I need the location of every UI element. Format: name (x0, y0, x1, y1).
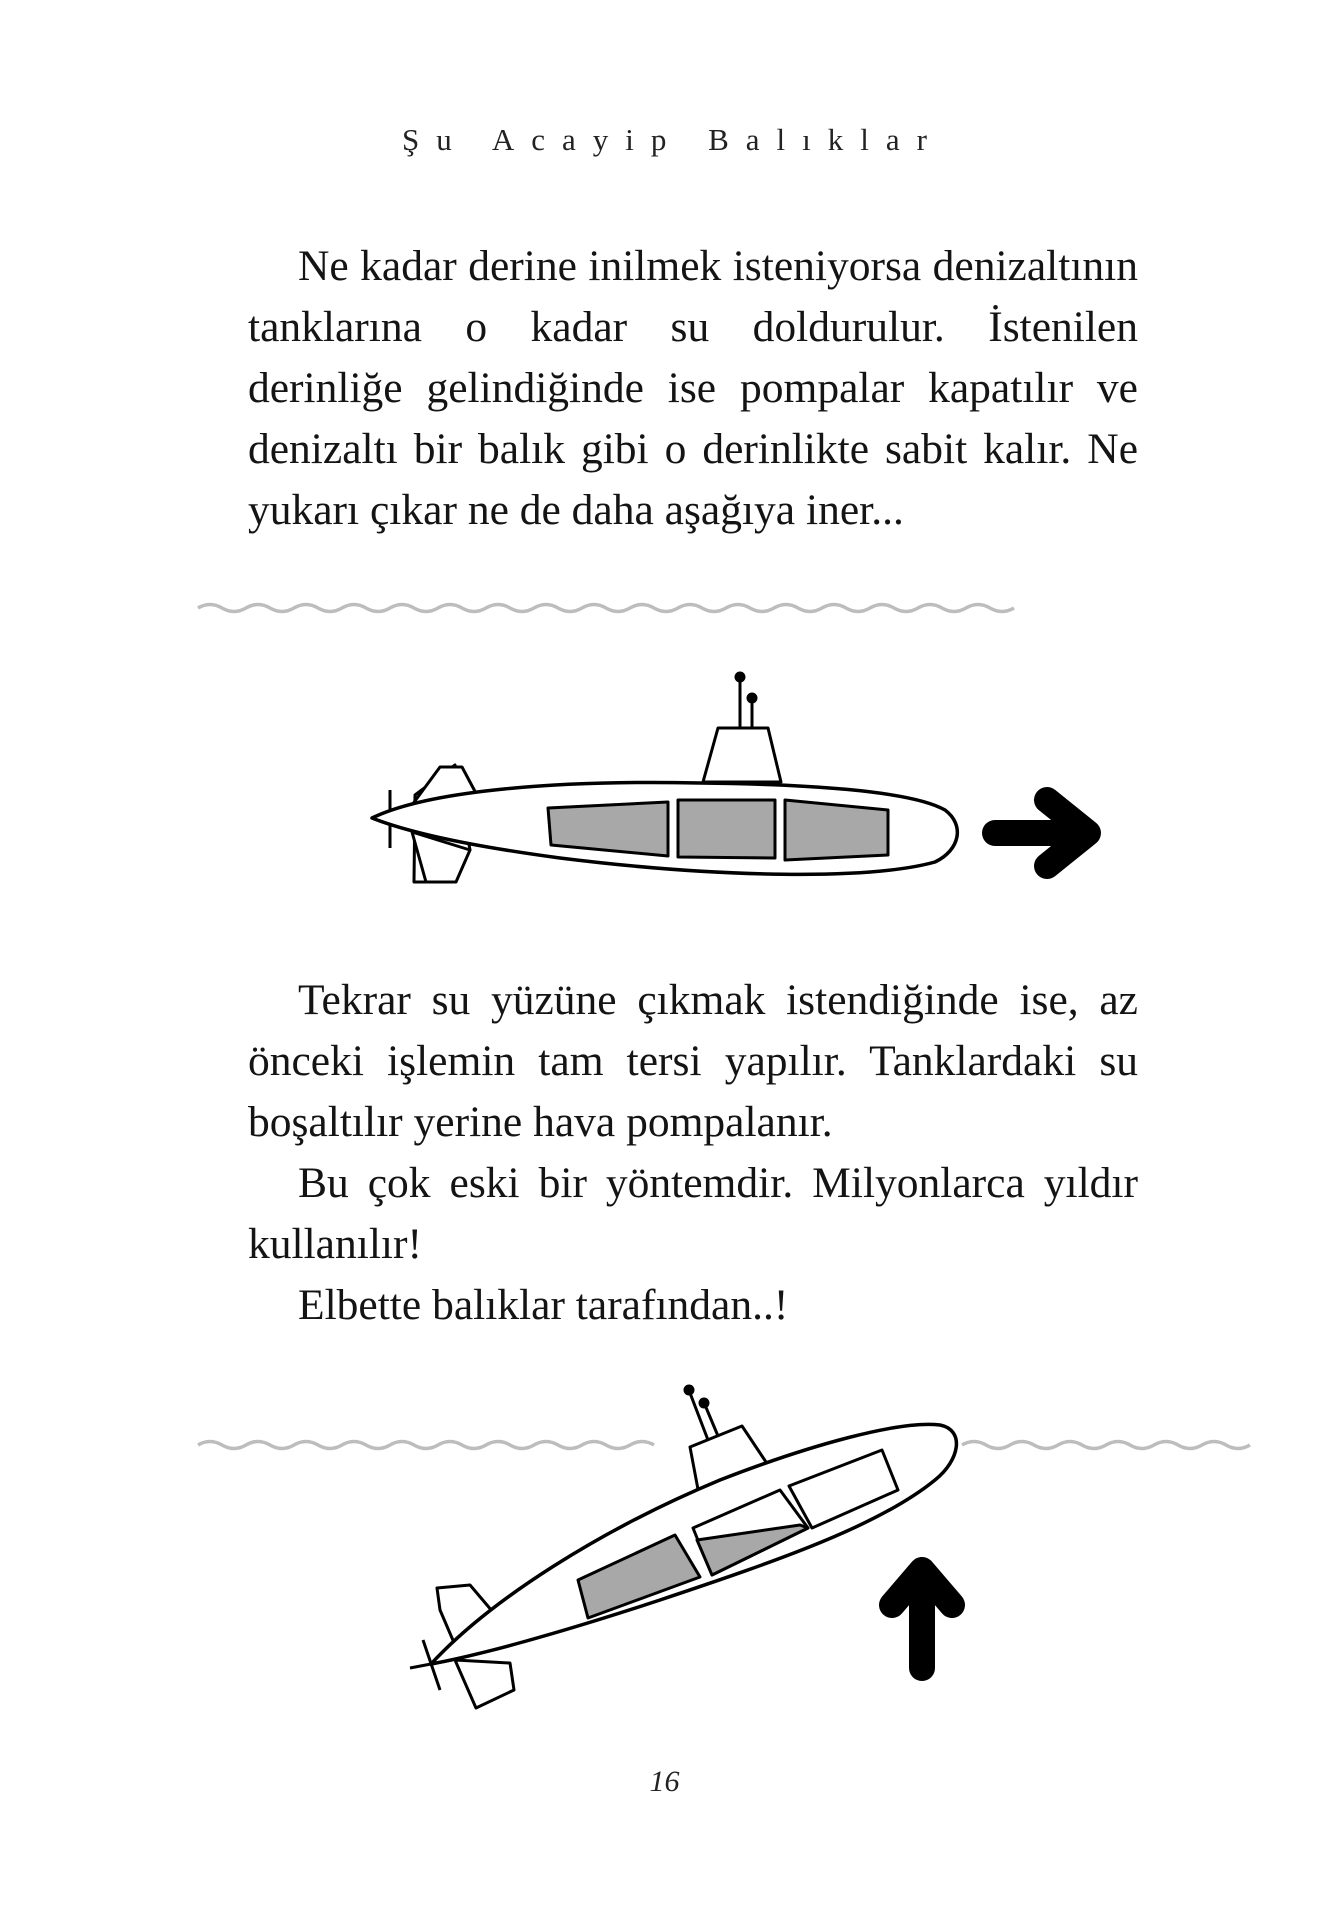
tank (678, 800, 775, 858)
arrow-right-icon (995, 800, 1088, 866)
arrow-up-icon (892, 1570, 952, 1668)
paragraph: Bu çok eski bir yöntemdir. Milyonlarca yıldır kullanılır! (248, 1159, 1138, 1268)
tank (785, 800, 888, 860)
page-number: 16 (649, 1765, 680, 1798)
tank (548, 802, 668, 856)
submarine-icon (410, 1386, 956, 1708)
paragraph: Elbette balıklar tarafından..! (298, 1281, 789, 1329)
submarine-icon (372, 673, 957, 882)
submarine-surfacing-illustration (0, 1380, 1329, 1710)
paragraph: Ne kadar derine inilmek isteniyorsa denizaltının tanklarına o kadar su doldurulur. İstenilen derinliğe gelindiğinde ise pompalar kapatılır ve denizaltı bir balık gibi o derinlikte sabit kalır. Ne yukarı çıkar ne de daha aşağıya iner... (248, 242, 1138, 534)
water-surface-wave (198, 1442, 654, 1449)
water-surface-wave (962, 1442, 1250, 1449)
paragraph: Tekrar su yüzüne çıkmak istendiğinde ise, az önceki işlemin tam tersi yapılır. Tanklardaki su boşaltılır yerine hava pompalanır. (248, 976, 1138, 1146)
running-head: Şu Acayip Balıklar (402, 122, 944, 157)
text-block-top (248, 236, 1138, 541)
submarine-level-illustration (0, 590, 1329, 890)
water-surface-wave (198, 605, 1014, 612)
text-block-bottom (248, 970, 1138, 1336)
